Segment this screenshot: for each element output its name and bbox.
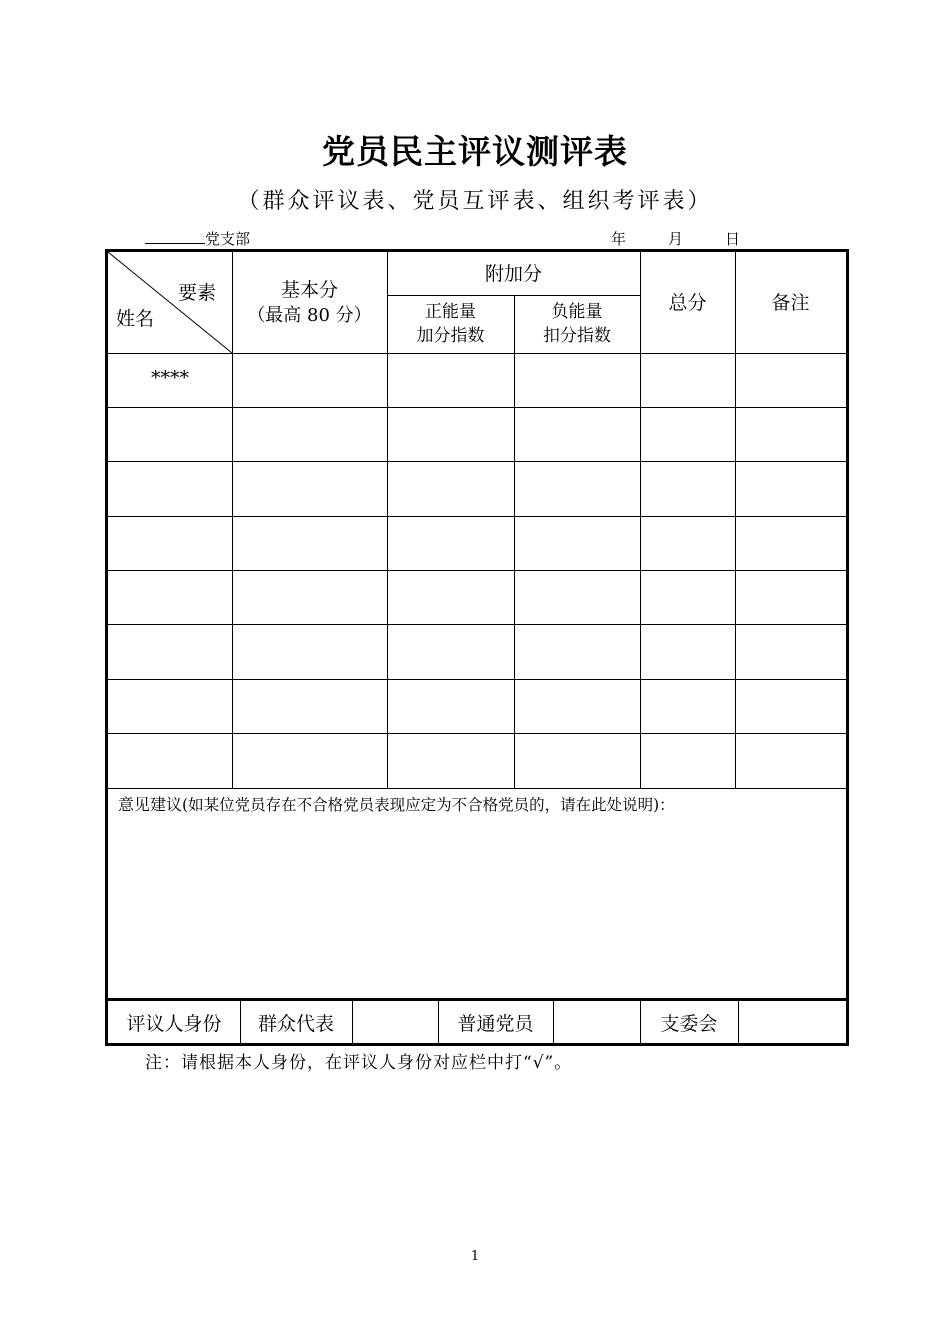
- branch-line: [145, 228, 250, 249]
- total-label: 总分: [668, 291, 707, 314]
- masses-rep-label: 群众代表: [257, 1012, 334, 1035]
- ordinary-member-label: 普通党员: [457, 1012, 534, 1035]
- col-line: [387, 252, 388, 788]
- positive-energy-header: [387, 295, 514, 353]
- row-line: [108, 788, 846, 789]
- row-line: [108, 624, 846, 625]
- first-row-name: ****: [151, 367, 189, 389]
- row-line: [108, 570, 846, 571]
- opinion-detail: (如某位党员存在不合格党员表现应定为不合格党员的，请在此处说明)：: [182, 796, 675, 814]
- col-line: [514, 295, 515, 788]
- footer-col-line: [438, 1001, 439, 1043]
- positive-line1: 正能量: [425, 302, 476, 322]
- negative-line2: 扣分指数: [543, 326, 611, 346]
- branch-label: 党支部: [205, 230, 251, 248]
- positive-line2: 加分指数: [416, 326, 485, 346]
- bonus-header: [387, 252, 640, 295]
- row-line: [387, 295, 640, 296]
- row-line: [108, 679, 846, 680]
- total-score-header: [640, 252, 735, 353]
- identity-label: 评议人身份: [126, 1012, 222, 1035]
- negative-energy-header: [514, 295, 640, 353]
- row-line: [108, 733, 846, 734]
- row-line: [108, 461, 846, 462]
- masses-rep-checkbox-cell[interactable]: [352, 1001, 438, 1043]
- basic-score-label: 基本分: [280, 278, 338, 301]
- basic-score-header: [232, 252, 387, 353]
- evaluation-table: [105, 249, 849, 1046]
- date-year-label: 年: [611, 230, 627, 248]
- remarks-label: 备注: [771, 291, 810, 314]
- footer-col-line: [640, 1001, 641, 1043]
- row-line: [108, 516, 846, 517]
- ordinary-member-checkbox-cell[interactable]: [553, 1001, 640, 1043]
- footnote: 注：请根据本人身份，在评议人身份对应栏中打“√”。: [145, 1053, 573, 1073]
- basic-score-note: （最高 80 分）: [247, 304, 372, 326]
- footer-col-line: [553, 1001, 554, 1043]
- branch-committee-checkbox-cell[interactable]: [738, 1001, 846, 1043]
- footer-col-line: [352, 1001, 353, 1043]
- page-title: 党员民主评议测评表: [322, 132, 628, 171]
- col-line: [640, 252, 641, 788]
- footer-col-line: [240, 1001, 241, 1043]
- negative-line1: 负能量: [551, 302, 603, 322]
- branch-committee-label: 支委会: [660, 1012, 718, 1035]
- opinion-input-area[interactable]: [108, 814, 846, 998]
- corner-elements-label: 要素: [178, 282, 217, 304]
- page-subtitle: （群众评议表、党员互评表、组织考评表）: [237, 189, 713, 214]
- page-number: 1: [470, 1249, 480, 1264]
- footer-col-line: [738, 1001, 739, 1043]
- row-line: [108, 407, 846, 408]
- corner-name-label: 姓名: [116, 308, 155, 330]
- row-line: [108, 353, 846, 354]
- opinion-prompt: [118, 792, 675, 815]
- bonus-label: 附加分: [484, 262, 542, 285]
- date-month-label: 月: [668, 230, 684, 248]
- remarks-header: [735, 252, 846, 353]
- branch-name-blank[interactable]: [145, 229, 205, 244]
- col-line: [232, 252, 233, 788]
- opinion-label: 意见建议: [118, 795, 183, 814]
- date-day-label: 日: [725, 230, 741, 248]
- col-line: [735, 252, 736, 788]
